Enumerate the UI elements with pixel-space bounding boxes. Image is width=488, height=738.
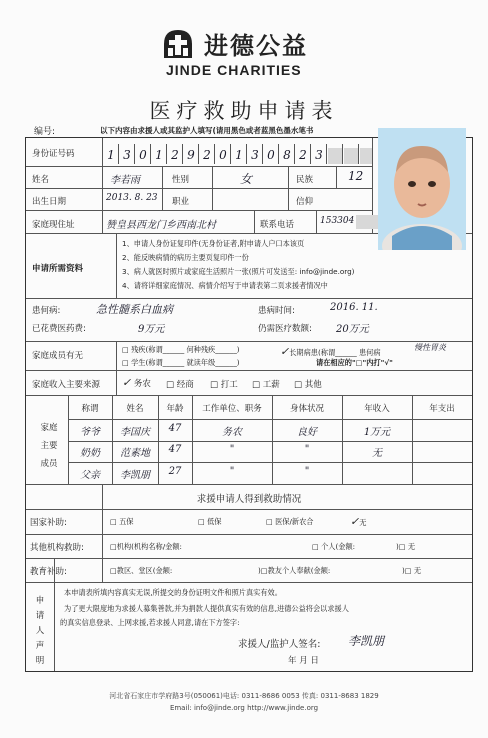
members-group-label [34,419,64,473]
id-digit: 3 [315,148,323,162]
declaration-side-label [26,594,54,669]
edu-option-parish: □教区、堂区(金额: [110,566,173,575]
family-illness-label: 家庭成员有无 [32,351,84,361]
signature-date: 年 月 日 [288,656,319,666]
id-digit: 1 [107,148,115,162]
disease-value: 急性髓系白血病 [96,303,173,316]
income-source-label: 家庭收入主要来源 [32,380,101,390]
gender-value: 女 [240,172,253,186]
member-cell: 范素地 [120,448,150,459]
income-option-label: 务农 [133,379,151,389]
spent-label: 已花费医药费: [32,324,86,334]
address-value: 赞皇县西龙门乡西南北村 [106,220,216,231]
aid-option-org: □机构(机构名称/金额: [110,542,182,551]
member-cell: 务农 [222,427,242,438]
subsidy-option-insurance: □ 医保/新农合 [266,517,314,526]
chronic-option [280,345,381,358]
member-cell: 1万元 [363,427,391,438]
member-cell: 无 [372,448,382,459]
id-digit: 3 [123,148,131,162]
members-header: 年龄 [166,404,184,414]
edu-option-member: )□教友个人奉献(金额: [258,566,331,575]
form-instruction: 以下内容由求援人或其监护人填写(请用黑色或者蓝黑色墨水笔书 [100,126,314,135]
members-header: 年收入 [364,404,390,414]
form-title: 医疗救助申请表 [149,99,339,123]
child-portrait-icon [378,128,466,250]
ethnicity-label: 民族 [296,175,314,185]
spent-value: 9万元 [138,324,165,335]
phone-value: 153304 [320,216,355,226]
tick-hint: 请在相应的"□"内打"√" [316,358,393,367]
signature-value: 李凯朋 [348,634,385,648]
member-cell: 47 [168,444,182,455]
members-group-label-line: 成员 [40,459,58,469]
student-option: □ 学生(称谓______ 就读年级______) [122,358,240,367]
members-group-label-line: 家庭 [40,423,58,433]
member-cell: 李国庆 [120,427,150,438]
aid-option-person: □ 个人(金额: [312,542,356,551]
id-digit: 8 [283,148,291,162]
income-option-business: □ 经商 [166,380,194,390]
subsidy-option-label: 五保 [119,517,134,526]
id-digit-redacted [360,148,372,164]
member-cell: " [304,444,310,455]
income-option-salary: □ 工薪 [252,380,280,390]
income-option-label: 其他 [304,380,322,390]
id-number-label: 身份证号码 [32,149,75,159]
materials-item: 3、病人就医时照片或家庭生活照片一张(照片可发送至: info@jinde.org) [122,267,355,276]
onset-label: 患病时间: [258,306,295,316]
check-mark-icon: ✓ [122,376,132,389]
gender-label: 性别 [172,175,190,185]
subsidy-option-none [350,515,366,528]
id-digit: 1 [155,148,163,162]
form-number-label: 编号: [34,127,56,137]
materials-label: 申请所需资料 [32,264,84,274]
declaration-line: 本申请表所填内容真实无误,所提交的身份证明文件和照片真实有效。 [64,588,282,597]
subsidy-option-label: 医保/新农合 [275,517,314,526]
subsidy-option-wubao: □ 五保 [110,517,134,526]
materials-item: 4、请将详细家庭情况、病情介绍写于申请表第二页求援者情况中 [122,281,328,290]
income-option-label: 经商 [176,380,194,390]
income-option-farming [122,376,151,389]
name-label: 姓名 [32,175,50,185]
id-digit: 2 [299,148,307,162]
address-label: 家庭现住址 [32,220,75,230]
declaration-line: 的真实信息登录、上网求援,若求援人同意,请在下方签字: [60,618,240,627]
member-cell: 27 [168,466,182,477]
members-header: 工作单位、职务 [202,404,262,414]
id-digit: 9 [187,148,195,162]
member-cell: 良好 [297,427,317,438]
declaration-side-char: 声 [35,641,45,651]
declaration-side-char: 人 [35,626,45,636]
income-option-label: 打工 [220,380,238,390]
need-label: 仍需医疗数额: [258,324,312,334]
declaration-line: 为了更大限度地为求援人募集善款,并为捐款人提供真实有效的信息,进德公益将会以求援人 [64,604,349,613]
materials-item: 2、能反映病情的病历主要页复印件一份 [122,253,249,262]
member-cell: 李凯朋 [120,470,150,481]
member-cell: " [304,466,310,477]
subsidy-option-label: 无 [359,518,367,527]
ethnicity-value: 12 [348,169,364,183]
declaration-side-char: 明 [35,656,45,666]
id-digit-redacted [344,148,358,164]
id-digit: 3 [251,148,259,162]
aid-option-none: )□ 无 [396,542,416,551]
assistance-section-title: 求援申请人得到救助情况 [196,494,302,505]
jinde-logo [160,24,340,80]
id-digit: 2 [171,148,179,162]
member-cell: 父亲 [80,470,100,481]
id-digit: 2 [203,148,211,162]
id-digit: 1 [235,148,243,162]
declaration-side-char: 申 [35,596,45,606]
id-digit: 0 [139,148,147,162]
id-digit-redacted [328,148,342,164]
edu-option-none: )□ 无 [402,566,422,575]
birth-date-label: 出生日期 [32,197,67,207]
member-cell: 爷爷 [80,427,100,438]
disease-label: 患何病: [32,306,61,316]
check-mark-icon: ✓ [280,345,290,358]
members-group-label-line: 主要 [40,441,58,451]
phone-label: 联系电话 [260,220,295,230]
national-subsidy-label: 国家补助: [30,518,67,528]
occupation-label: 职业 [172,197,190,207]
member-cell: 奶奶 [80,448,100,459]
member-cell: " [229,444,235,455]
chronic-disease-note: 慢性胃炎 [414,343,446,352]
onset-value: 2016. 11. [330,302,378,313]
members-header: 姓名 [126,404,144,414]
income-option-migrant: □ 打工 [210,380,238,390]
income-option-label: 工薪 [262,380,280,390]
subsidy-option-label: 低保 [207,517,222,526]
income-option-other: □ 其他 [294,380,322,390]
org-name-en: JINDE CHARITIES [166,62,302,78]
faith-label: 信仰 [296,197,314,207]
disability-option: □ 残疾(称谓______ 何种残疾______) [122,345,240,354]
footer-address: 河北省石家庄市学府路3号(050061)电话: 0311-8686 0053 传真: 0311-8683 1829 [109,692,379,700]
footer-contact: Email: info@jinde.org http://www.jinde.org [169,704,319,712]
members-header: 年支出 [429,404,455,414]
id-digit: 0 [219,148,227,162]
subsidy-option-dibao: □ 低保 [198,517,222,526]
patient-photo [378,128,466,250]
id-digit: 0 [267,148,275,162]
materials-item: 1、申请人身份证复印件(无身份证者,附申请人户口本该页 [122,239,305,248]
members-header: 身体状况 [289,404,324,414]
check-mark-icon: ✓ [350,515,360,528]
need-value: 20万元 [336,324,369,335]
org-name-cn: 进德公益 [204,31,308,60]
member-cell: 47 [168,423,182,434]
declaration-side-char: 请 [35,611,45,621]
signature-label: 求援人/监护人签名: [238,639,321,650]
member-cell: " [229,466,235,477]
name-value: 李若雨 [110,175,140,186]
members-header: 称谓 [81,404,99,414]
education-aid-label: 教育补助: [30,567,67,577]
church-logo-icon [160,26,196,62]
chronic-option-label: 长期病患(称谓______ 患何病 [289,348,381,357]
birth-date-value: 2013. 8. 23 [106,193,158,203]
other-aid-label: 其他机构救助: [30,543,84,553]
